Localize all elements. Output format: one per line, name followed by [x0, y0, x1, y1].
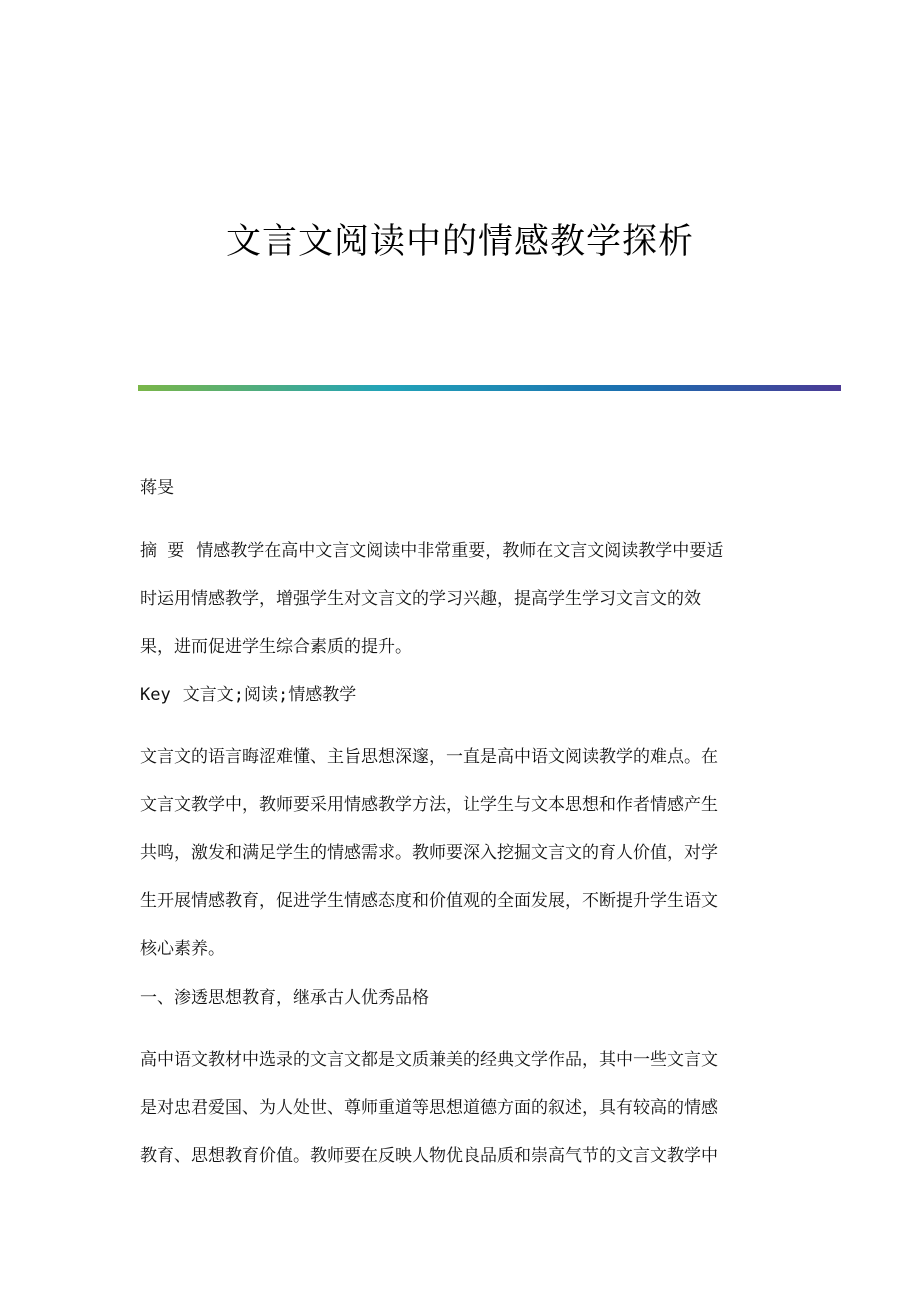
document-title: 文言文阅读中的情感教学探析 — [225, 222, 694, 262]
abstract-paragraph — [140, 527, 772, 671]
title-divider — [138, 385, 841, 391]
keywords-label: Key — [140, 685, 171, 705]
section1-line: 教育、思想教育价值。教师要在反映人物优良品质和崇高气节的文言文教学中 — [140, 1146, 718, 1166]
section1-paragraph — [140, 1036, 772, 1180]
abstract-line: 果，进而促进学生综合素质的提升。 — [140, 637, 412, 657]
abstract-label: 摘 要 — [140, 541, 185, 561]
author-name: 蒋旻 — [140, 478, 174, 498]
intro-line: 文言文的语言晦涩难懂、主旨思想深邃，一直是高中语文阅读教学的难点。在 — [140, 747, 718, 767]
section1-line: 高中语文教材中选录的文言文都是文质兼美的经典文学作品，其中一些文言文 — [140, 1050, 718, 1070]
intro-line: 文言文教学中，教师要采用情感教学方法，让学生与文本思想和作者情感产生 — [140, 795, 718, 815]
intro-line: 核心素养。 — [140, 939, 225, 959]
abstract-line — [140, 527, 772, 575]
section-heading: 一、渗透思想教育，继承古人优秀品格 — [140, 988, 429, 1008]
abstract-line-text: 情感教学在高中文言文阅读中非常重要，教师在文言文阅读教学中要适 — [196, 541, 724, 561]
section1-line: 是对忠君爱国、为人处世、尊师重道等思想道德方面的叙述，具有较高的情感 — [140, 1098, 718, 1118]
intro-line: 生开展情感教育，促进学生情感态度和价值观的全面发展，不断提升学生语文 — [140, 891, 718, 911]
abstract-line: 时运用情感教学，增强学生对文言文的学习兴趣，提高学生学习文言文的效 — [140, 589, 701, 609]
intro-line: 共鸣，激发和满足学生的情感需求。教师要深入挖掘文言文的育人价值，对学 — [140, 843, 718, 863]
intro-paragraph — [140, 733, 772, 973]
keywords-value: 文言文;阅读;情感教学 — [182, 685, 357, 705]
keywords-line — [140, 680, 772, 705]
